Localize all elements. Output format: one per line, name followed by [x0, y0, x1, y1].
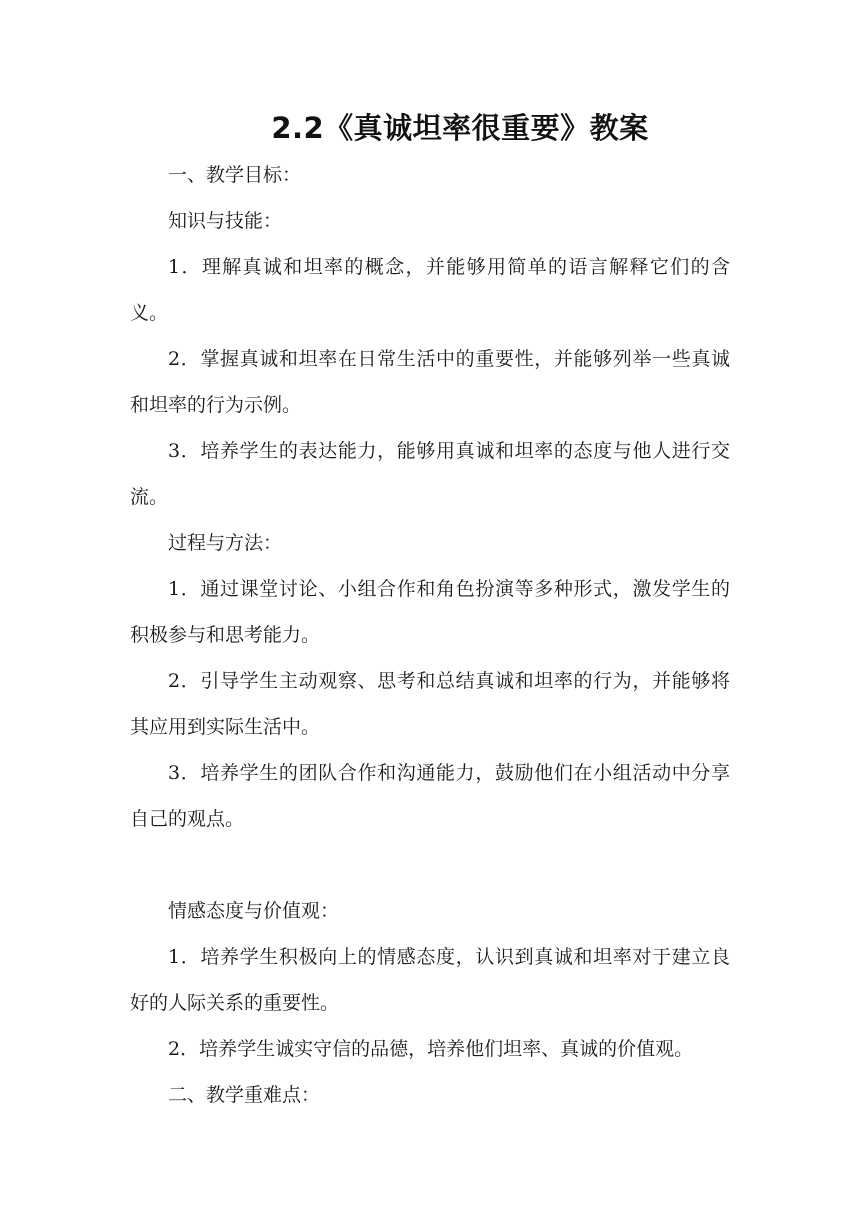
subheading-emotion-values: 情感态度与价值观： — [168, 900, 340, 922]
section-heading-objectives: 一、教学目标： — [168, 164, 302, 186]
process-item-3: 3．培养学生的团队合作和沟通能力，鼓励他们在小组活动中分享自己的观点。 — [130, 762, 730, 830]
emotion-item-2: 2．培养学生诚实守信的品德，培养他们坦率、真诚的价值观。 — [168, 1038, 694, 1060]
knowledge-item-3: 3．培养学生的表达能力，能够用真诚和坦率的态度与他人进行交流。 — [130, 440, 730, 508]
knowledge-item-2: 2．掌握真诚和坦率在日常生活中的重要性，并能够列举一些真诚和坦率的行为示例。 — [130, 348, 730, 416]
subheading-process-methods: 过程与方法： — [168, 532, 283, 554]
emotion-item-1: 1．培养学生积极向上的情感态度，认识到真诚和坦率对于建立良好的人际关系的重要性。 — [130, 946, 730, 1014]
document-title: 2.2《真诚坦率很重要》教案 — [271, 111, 649, 145]
blank-line — [130, 842, 730, 888]
document-body — [130, 152, 730, 1118]
subheading-knowledge-skills: 知识与技能： — [168, 210, 283, 232]
section-heading-key-points: 二、教学重难点： — [168, 1084, 321, 1106]
knowledge-item-1: 1．理解真诚和坦率的概念，并能够用简单的语言解释它们的含义。 — [130, 256, 730, 324]
process-item-2: 2．引导学生主动观察、思考和总结真诚和坦率的行为，并能够将其应用到实际生活中。 — [130, 670, 730, 738]
process-item-1: 1．通过课堂讨论、小组合作和角色扮演等多种形式，激发学生的积极参与和思考能力。 — [130, 578, 730, 646]
